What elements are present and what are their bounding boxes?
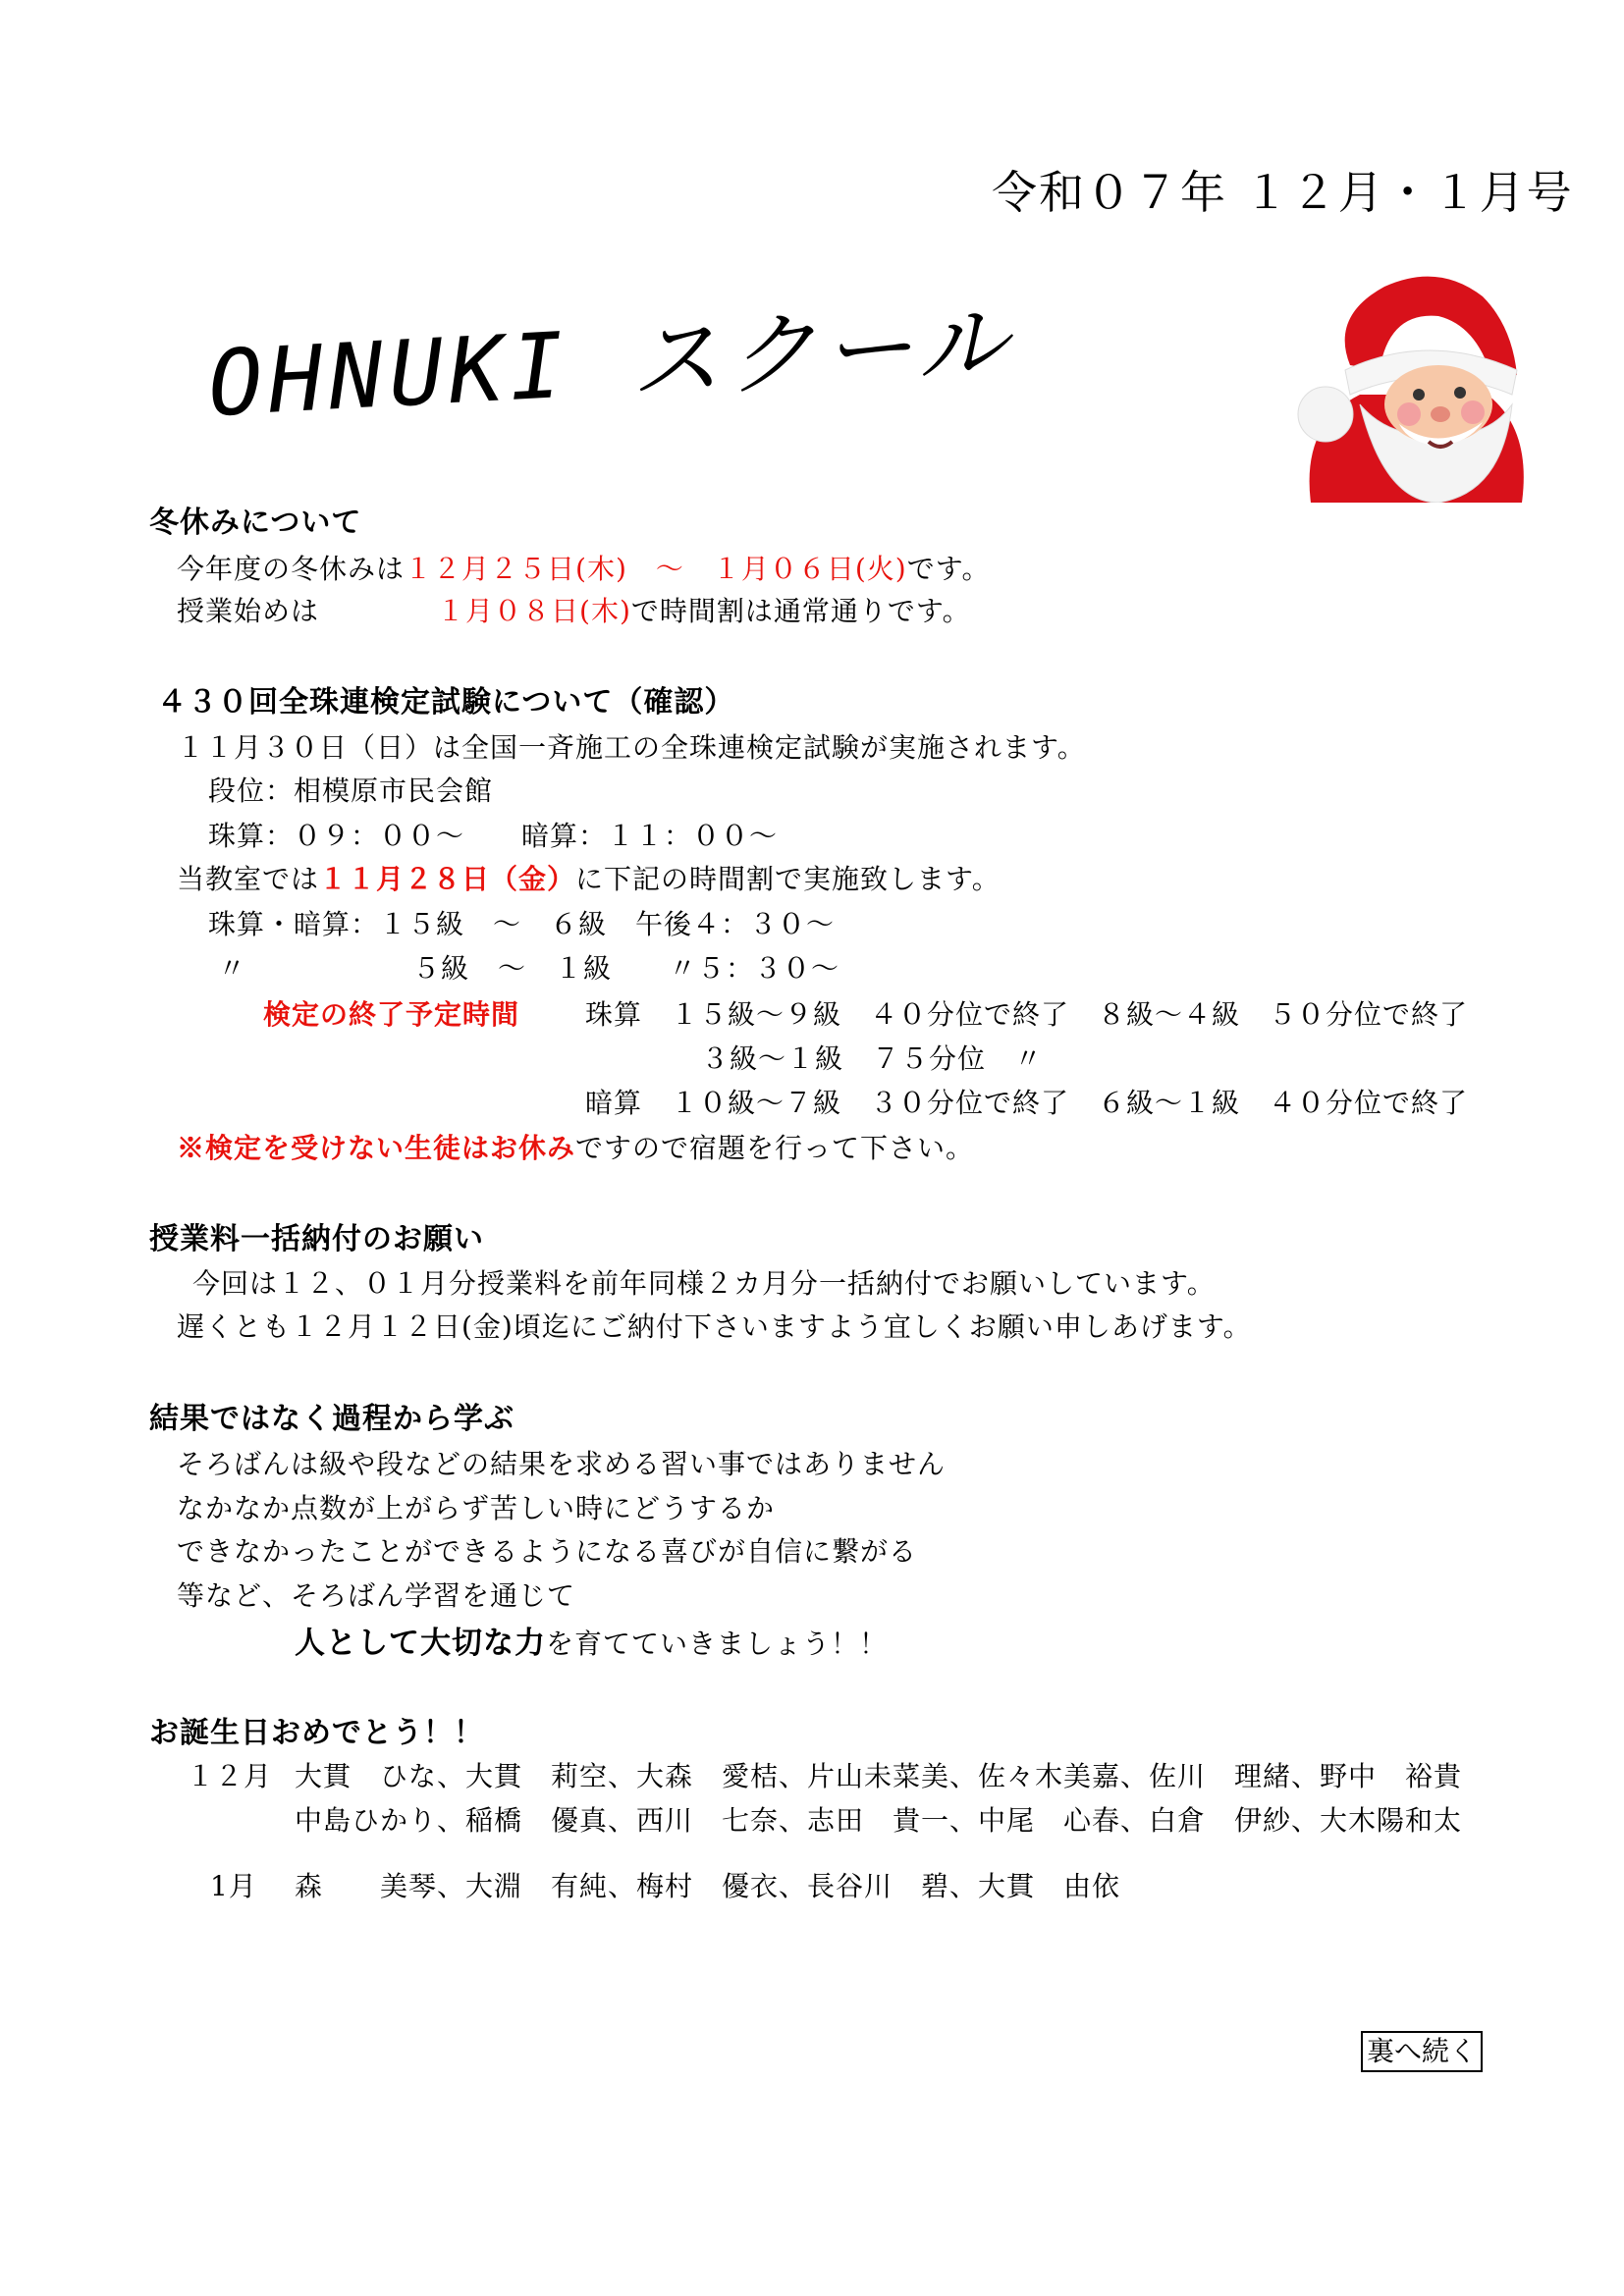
learn-line-1: そろばんは級や段などの結果を求める習い事ではありません xyxy=(177,1448,947,1480)
exam-schedule-1: 珠算・暗算：１５級 ～ ６級 午後４：３０～ xyxy=(208,908,836,940)
exam-end-label: 検定の終了予定時間 xyxy=(263,998,520,1031)
learn-line-4: 等など、そろばん学習を通じて xyxy=(177,1579,576,1612)
exam-venue: 段位：相模原市民会館 xyxy=(208,774,494,807)
birthday-jan-label: 1月 xyxy=(210,1870,257,1902)
fee-heading: 授業料一括納付のお願い xyxy=(149,1222,484,1256)
continue-to-back-label: 裏へ続く xyxy=(1361,2031,1483,2072)
winter-heading: 冬休みについて xyxy=(149,506,362,540)
birthday-dec-names-1: 大貫 ひな、大貫 莉空、大森 愛桔、片山未菜美、佐々木美嘉、佐川 理緒、野中 裕貴 xyxy=(295,1760,1463,1792)
exam-line-4: 当教室では１１月２８日（金）に下記の時間割で実施致します。 xyxy=(177,863,1001,895)
exam-note: ※検定を受けない生徒はお休みですので宿題を行って下さい。 xyxy=(177,1132,975,1164)
learn-line-5: 人として大切な力を育てていきましょう！！ xyxy=(295,1626,889,1661)
exam-line-1: １１月３０日（日）は全国一斉施工の全珠連検定試験が実施されます。 xyxy=(177,731,1086,764)
exam-schedule-2: ５級 ～ １級 〃５：３０～ xyxy=(412,952,840,985)
santa-claus-icon xyxy=(1291,257,1527,503)
learn-line-2: なかなか点数が上がらず苦しい時にどうするか xyxy=(177,1492,776,1524)
learn-heading: 結果ではなく過程から学ぶ xyxy=(149,1402,514,1436)
learn-line-3: できなかったことができるようになる喜びが自信に繋がる xyxy=(177,1535,918,1568)
birthday-jan-names: 森 美琴、大淵 有純、梅村 優衣、長谷川 碧、大貫 由依 xyxy=(295,1870,1121,1902)
exam-schedule-2-ditto: 〃 xyxy=(218,952,247,985)
fee-line-2: 遅くとも１２月１２日(金)頃迄にご納付下さいますよう宜しくお願い申しあげます。 xyxy=(177,1310,1252,1343)
issue-date: 令和０７年 １２月・１月号 xyxy=(992,166,1574,219)
exam-end-soroban-2: ３級～１級 ７５分位 〃 xyxy=(701,1042,1044,1075)
winter-line-2: 授業始めは １月０８日(木)で時間割は通常通りです。 xyxy=(177,595,971,627)
exam-end-anzan: 暗算 １０級～７級 ３０分位で終了 ６級～１級 ４０分位で終了 xyxy=(585,1087,1469,1119)
fee-line-1: 今回は１２、０１月分授業料を前年同様２カ月分一括納付でお願いしています。 xyxy=(192,1267,1216,1300)
exam-end-soroban: 珠算 １５級～９級 ４０分位で終了 ８級～４級 ５０分位で終了 xyxy=(585,998,1469,1031)
birthday-dec-names-2: 中島ひかり、稲橋 優真、西川 七奈、志田 貴一、中尾 心春、白倉 伊紗、大木陽和太 xyxy=(295,1804,1463,1837)
birthday-dec-label: １２月 xyxy=(187,1760,273,1792)
school-logo: OHNUKI スクール xyxy=(205,290,1015,437)
winter-line-1: 今年度の冬休みは１２月２５日(木) ～ １月０６日(火)です。 xyxy=(177,553,991,585)
exam-times: 珠算：０９：００～ 暗算：１１：００～ xyxy=(208,820,779,852)
birthday-heading: お誕生日おめでとう！！ xyxy=(149,1716,484,1750)
exam-heading: ４３０回全珠連検定試験について（確認） xyxy=(157,685,735,720)
